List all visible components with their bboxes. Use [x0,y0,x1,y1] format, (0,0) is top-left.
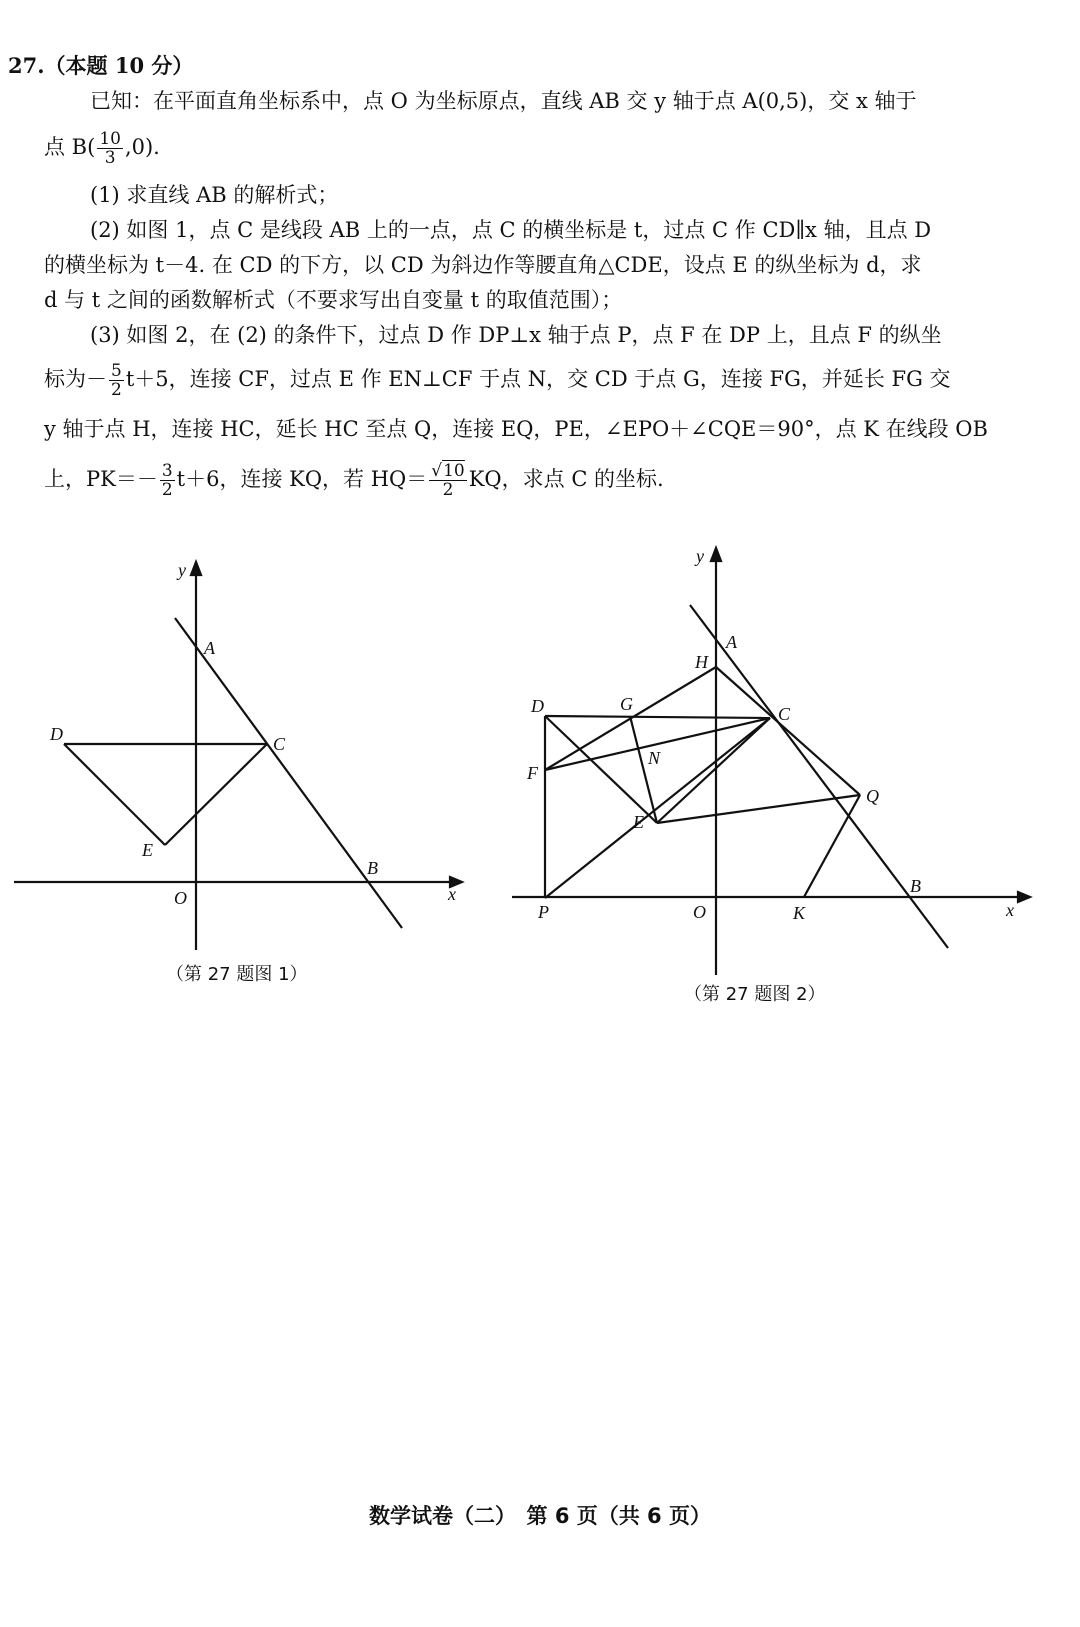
given-line-2: 点 B( $\frac{10}{3}$ ,0). [44,129,160,168]
fig2-segment-ec [657,718,770,823]
part-3-line-3: y 轴于点 H，连接 HC，延长 HC 至点 Q，连接 EQ，PE，∠EPO＋∠CQE＝90°，点 K 在线段 OB [44,417,988,441]
fraction-10-3: $\frac{10}{3}$ [99,129,121,168]
fig1-label-a: A [204,638,215,658]
fig2-label-y: y [696,546,704,566]
fig2-label-x: x [1006,900,1014,920]
fig2-label-a: A [726,632,737,652]
fig2-segment-ge [630,716,657,823]
part-1: (1) 求直线 AB 的解析式； [90,183,339,207]
fig2-label-n: N [648,748,661,768]
fig1-label-y: y [178,560,186,580]
fraction-3-2: $\frac{3}{2}$ [161,461,173,500]
fig2-label-h: H [695,652,708,672]
fig1-label-d: D [50,724,63,744]
fig2-label-q: Q [866,786,879,806]
fig2-label-b: B [910,876,921,896]
question-header: 27.（本题 10 分） [8,53,194,78]
fig2-label-c: C [778,704,791,724]
fig2-segment-hq [716,667,860,795]
page-footer: 数学试卷（二） 第 6 页（共 6 页） [369,1504,711,1528]
fig2-label-e: E [633,812,644,832]
fig2-segment-qk [804,795,860,897]
fig2-y-arrow-icon [711,548,721,561]
fig2-segment-dc [545,716,770,718]
fraction-sqrt10-2: $\frac{√10}{2}$ [431,461,465,500]
part-3-line-1: (3) 如图 2，在 (2) 的条件下，过点 D 作 DP⊥x 轴于点 P，点 F 在 DP 上，且点 F 的纵坐 [90,323,942,347]
fig2-x-arrow-icon [1018,892,1030,902]
fig1-label-x: x [448,884,456,904]
fig2-segment-eq [657,795,860,823]
fig2-label-o: O [693,902,706,922]
fig1-label-o: O [174,888,187,908]
fig2-label-g: G [620,694,633,714]
part-2-line-2: 的横坐标为 t－4. 在 CD 的下方，以 CD 为斜边作等腰直角△CDE，设点 E 的纵坐标为 d，求 [44,253,922,277]
fig2-label-d: D [531,696,544,716]
fig1-label-c: C [273,734,286,754]
fig2-label-p: P [538,902,549,922]
fig2-label-f: F [527,763,538,783]
figure-1-caption: （第 27 题图 1） [166,964,308,985]
fig2-label-k: K [793,903,806,923]
part-3-line-2: 标为－ $\frac{5}{2}$ t＋5，连接 CF，过点 E 作 EN⊥CF 于点 N，交 CD 于点 G，连接 FG，并延长 FG 交 [44,361,951,400]
fig2-segment-de [545,716,657,823]
fig1-label-e: E [142,840,153,860]
part-3-line-4: 上，PK＝－ $\frac{3}{2}$ t＋6，连接 KQ，若 HQ＝ $\frac{√10}{2}$ KQ，求点 C 的坐标. [44,461,664,500]
fraction-5-2: $\frac{5}{2}$ [111,361,122,400]
part-2-line-3: d 与 t 之间的函数解析式（不要求写出自变量 t 的取值范围）； [44,288,623,312]
fig1-label-b: B [367,858,378,878]
given-line-1: 已知：在平面直角坐标系中，点 O 为坐标原点，直线 AB 交 y 轴于点 A(0,5)，交 x 轴于 [90,89,917,113]
part-2-line-1: (2) 如图 1，点 C 是线段 AB 上的一点，点 C 的横坐标是 t，过点 C 作 CD∥x 轴，且点 D [90,218,932,242]
figure-2-caption: （第 27 题图 2） [684,984,826,1005]
